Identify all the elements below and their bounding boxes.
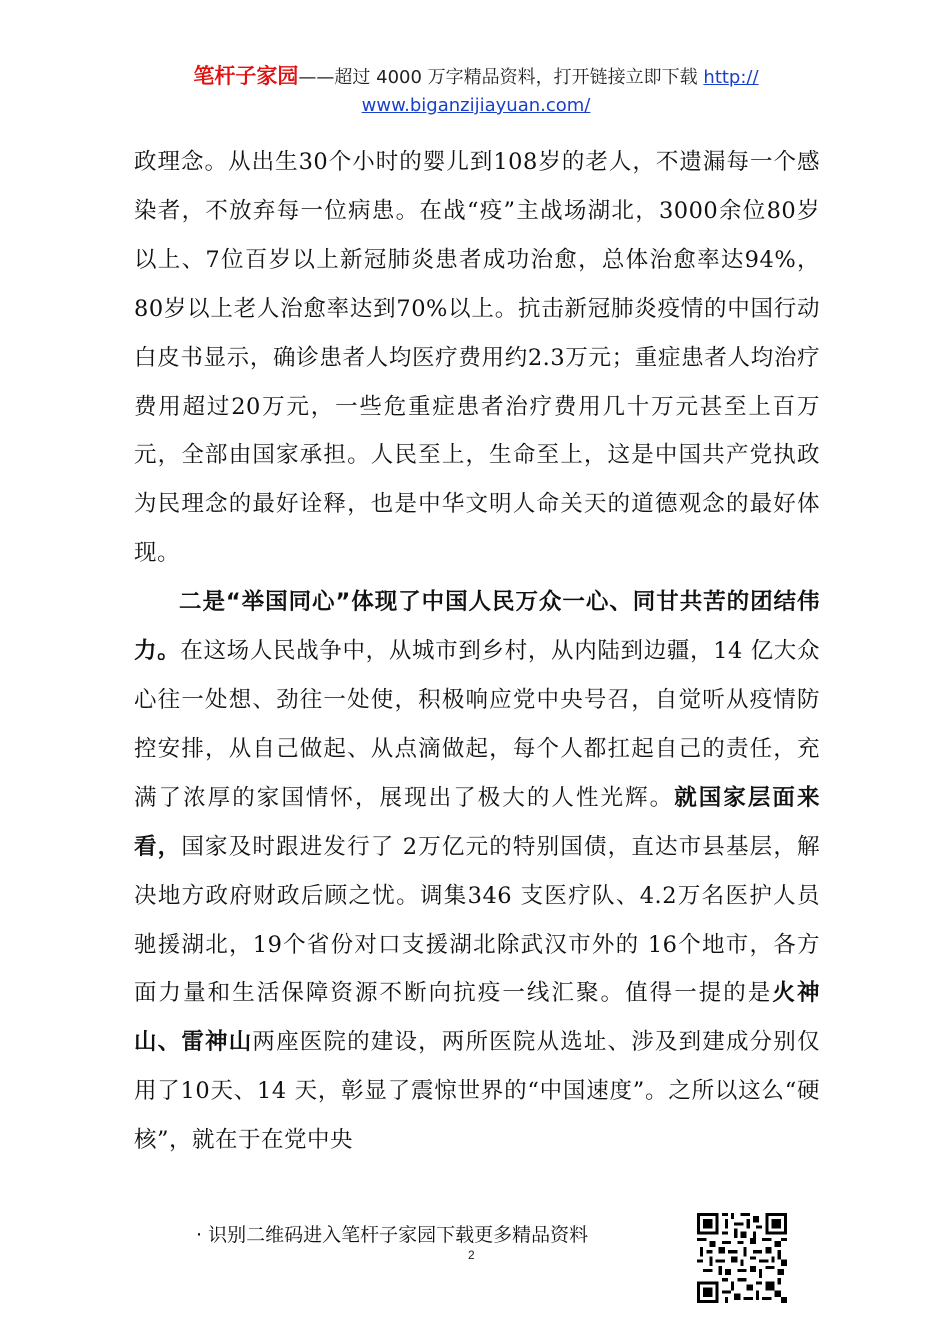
paragraph-2 [134,578,820,1165]
document-body [134,138,820,1165]
paragraph-2-text-3: 两座医院的建设，两所医院从选址、涉及到建成分别仅用了10天、14 天，彰显了震惊世界的“中国速度”。之所以这么“硬核”，就在于在党中央 [134,1029,820,1154]
page-header [120,62,832,120]
page-number: 2 [468,1248,475,1262]
paragraph-1: 政理念。从出生30个小时的婴儿到108岁的老人，不遗漏每一个感染者，不放弃每一位病患。在战“疫”主战场湖北，3000余位80岁以上、7位百岁以上新冠肺炎患者成功治愈，总体治愈率达94%，80岁以上老人治愈率达到70%以上。抗击新冠肺炎疫情的中国行动白皮书显示，确诊患者人均医疗费用约2.3万元；重症患者人均治疗费用超过20万元，一些危重症患者治疗费用几十万元甚至上百万元，全部由国家承担。人民至上，生命至上，这是中国共产党执政为民理念的最好诠释，也是中华文明人命关天的道德观念的最好体现。 [134,149,820,567]
hospital-names: 火神山、雷神山 [134,980,820,1056]
download-link[interactable]: http:// [703,67,759,88]
footer-promo: · 识别二维码进入笔杆子家园下载更多精品资料 [196,1224,589,1246]
header-tagline: ——超过 4000 万字精品资料，打开链接立即下载 [298,67,704,88]
download-link-url[interactable]: www.biganzijiayuan.com/ [361,95,591,116]
heading-two-unity: 二是“举国同心”体现了中国人民万众一心、同甘共苦的团结伟力。 [134,589,820,665]
heading-national-level: 就国家层面来看， [134,784,820,860]
qr-code-icon[interactable] [697,1213,787,1303]
paragraph-2-text-1: 在这场人民战争中，从城市到乡村，从内陆到边疆，14 亿大众心往一处想、劲往一处使，积极响应党中央号召，自觉听从疫情防控安排，从自己做起、从点滴做起，每个人都扛起自己的责任，充满了浓厚的家国情怀，展现出了极大的人性光辉。 [134,638,820,811]
brand-name: 笔杆子家园 [193,64,299,88]
paragraph-2-text-2: 国家及时跟进发行了 2万亿元的特别国债，直达市县基层，解决地方政府财政后顾之忧。调集346 支医疗队、4.2万名医护人员驰援湖北，19个省份对口支援湖北除武汉市外的 16个地市，各方面力量和生活保障资源不断向抗疫一线汇聚。值得一提的是 [134,833,820,1007]
